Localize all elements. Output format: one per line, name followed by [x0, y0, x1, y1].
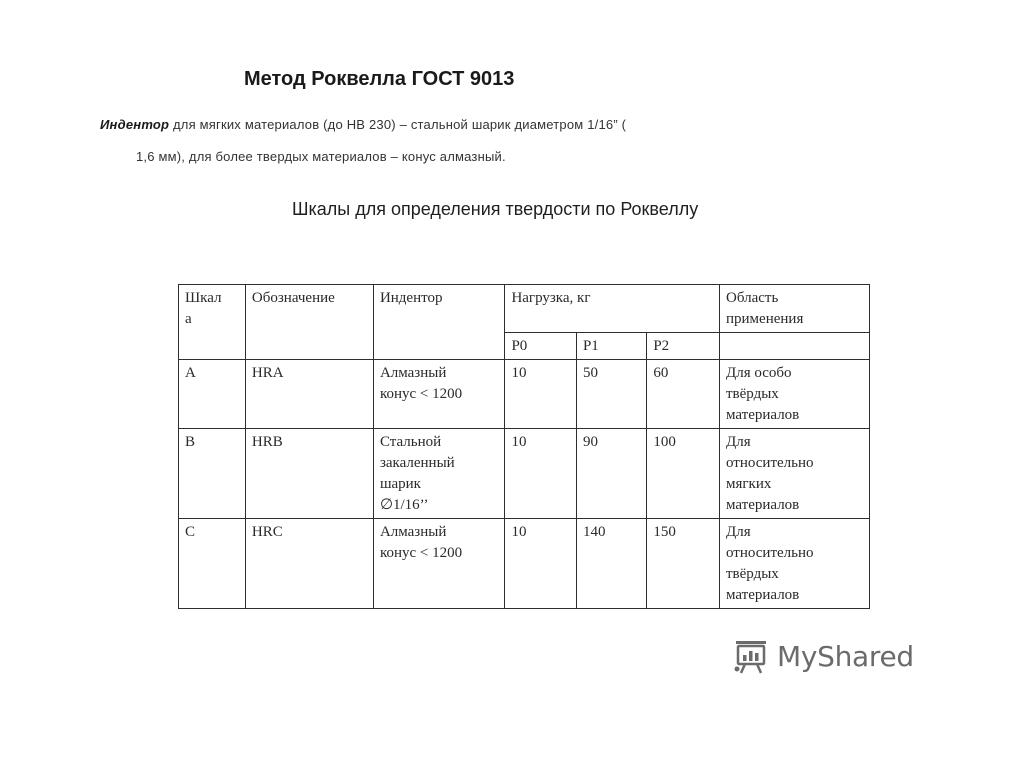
table-row [179, 360, 870, 429]
myshared-logo[interactable] [733, 636, 914, 676]
cell-application-text: Для особо твёрдых материалов [726, 365, 800, 423]
cell-designation [245, 360, 373, 429]
header-load [505, 285, 720, 333]
cell-p1-text: 140 [582, 524, 606, 540]
cell-p0-text: 10 [511, 434, 527, 450]
header-p0-label: P0 [511, 338, 528, 354]
header-designation [245, 285, 373, 360]
table-row [179, 519, 870, 609]
intro-line-1-text: для мягких материалов (до НВ 230) – стальной шарик диаметром 1/16” ( [169, 117, 627, 132]
intro-line-1 [100, 117, 626, 132]
header-load-label: Нагрузка, кг [511, 290, 591, 306]
cell-p1 [576, 519, 646, 609]
cell-indenter [373, 429, 505, 519]
cell-p1 [576, 429, 646, 519]
cell-p0 [505, 519, 577, 609]
cell-application [720, 429, 870, 519]
cell-scale-text: B [185, 434, 196, 450]
cell-application-text: Для относительно твёрдых материалов [726, 524, 814, 603]
cell-application [720, 360, 870, 429]
cell-p0-text: 10 [511, 524, 527, 540]
cell-indenter-text: Стальной закаленный шарик ∅1/16’’ [379, 434, 455, 513]
header-indenter-label: Индентор [379, 290, 443, 306]
header-indenter [373, 285, 505, 360]
cell-p2-text: 150 [653, 524, 676, 540]
header-scale [179, 285, 246, 360]
cell-designation-text: HRA [251, 365, 284, 381]
presentation-board-icon [733, 637, 771, 675]
cell-p1-text: 90 [582, 434, 598, 450]
cell-p2-text: 100 [653, 434, 676, 450]
header-application-empty [720, 333, 870, 360]
table-caption: Шкалы для определения твердости по Роквеллу [292, 199, 699, 219]
cell-p2 [647, 519, 720, 609]
cell-scale [179, 360, 246, 429]
header-p2 [647, 333, 720, 360]
intro-term: Индентор [100, 117, 170, 132]
cell-designation-text: HRC [251, 524, 283, 540]
header-scale-label: Шкал а [185, 290, 222, 327]
cell-p0 [505, 360, 577, 429]
cell-scale-text: C [185, 524, 196, 540]
cell-p2 [647, 360, 720, 429]
table-header-row [179, 285, 870, 333]
intro-line-2: 1,6 мм), для более твердых материалов – конус алмазный. [136, 149, 506, 164]
cell-p2 [647, 429, 720, 519]
header-designation-label: Обозначение [251, 290, 335, 306]
header-p2-label: P2 [653, 338, 670, 354]
cell-indenter [373, 519, 505, 609]
header-p1 [576, 333, 646, 360]
cell-indenter-text: Алмазный конус < 1200 [379, 365, 463, 402]
cell-scale-text: A [185, 365, 196, 381]
header-application [720, 285, 870, 333]
cell-p0 [505, 429, 577, 519]
cell-scale [179, 519, 246, 609]
cell-scale [179, 429, 246, 519]
header-p1-label: P1 [582, 338, 599, 354]
cell-designation [245, 519, 373, 609]
logo-wordmark: MyShared [777, 639, 914, 673]
cell-application [720, 519, 870, 609]
cell-indenter-text: Алмазный конус < 1200 [379, 524, 463, 561]
header-application-label: Область применения [726, 290, 804, 327]
rockwell-scales-table [178, 284, 870, 609]
cell-p2-text: 60 [653, 365, 669, 381]
cell-application-text: Для относительно мягких материалов [726, 434, 814, 513]
cell-designation-text: HRB [251, 434, 283, 450]
cell-p1-text: 50 [582, 365, 598, 381]
header-p0 [505, 333, 577, 360]
cell-p1 [576, 360, 646, 429]
cell-indenter [373, 360, 505, 429]
page-title: Метод Роквелла ГОСТ 9013 [244, 68, 515, 90]
cell-designation [245, 429, 373, 519]
table-row [179, 429, 870, 519]
cell-p0-text: 10 [511, 365, 527, 381]
